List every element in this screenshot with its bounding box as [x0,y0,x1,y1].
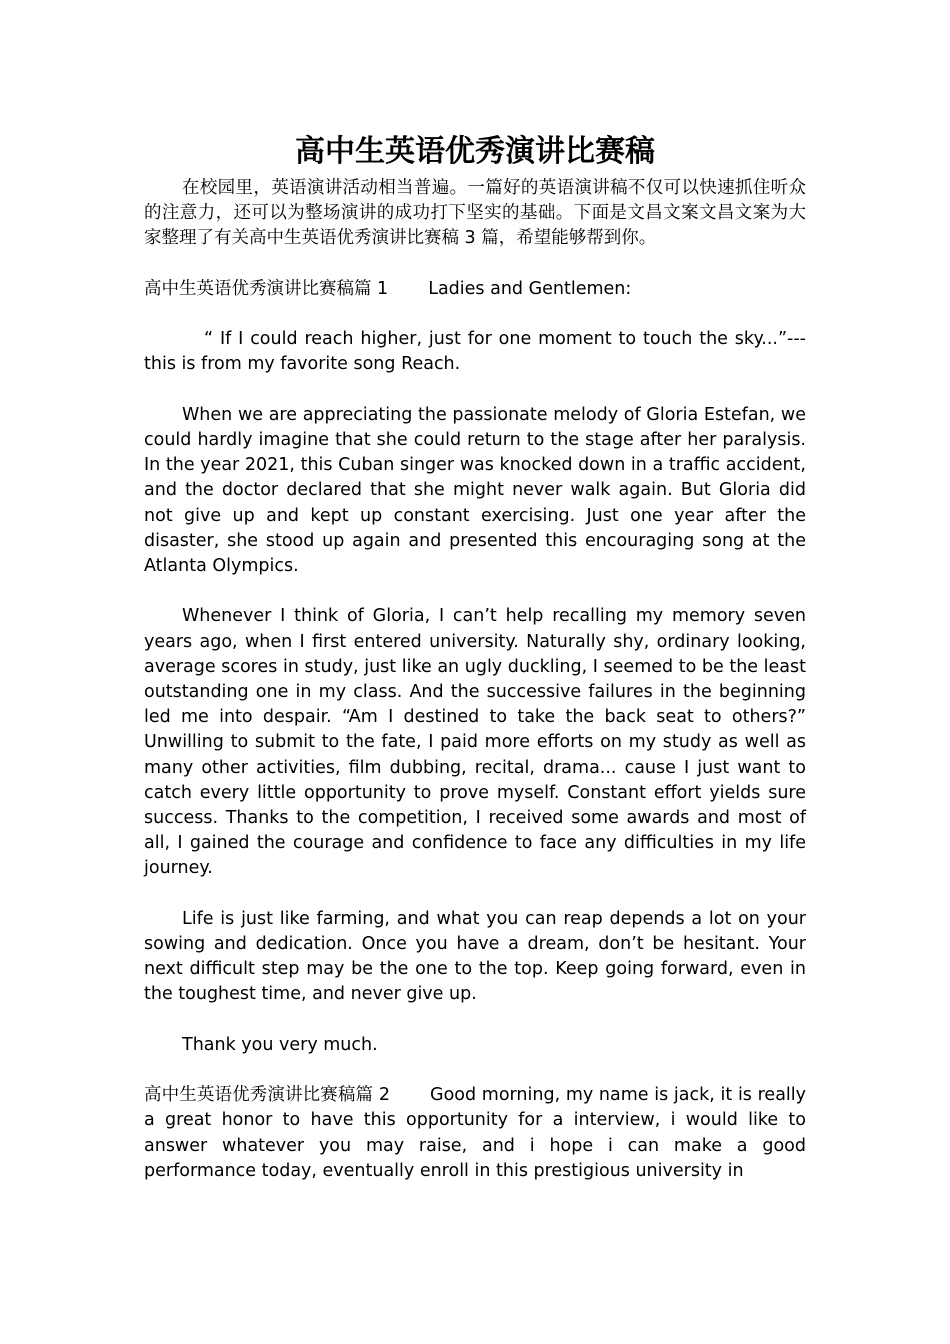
whenever-paragraph: Whenever I think of Gloria, I can’t help recalling my memory seven years ago, when I first entered university. Naturally shy, ordinary looking, average scores in study, just like an ugly duckling, I seemed to be the least outstanding one in my class. And the successive failures in the beginning led me into despair. “Am I destined to take the back seat to others?” Unwilling to submit to the fate, I paid more efforts on my study as well as many other activities, film dubbing, recital, drama... cause I just want to catch every little opportunity to prove myself. Constant effort yields sure success. Thanks to the competition, I received some awards and most of all, I gained the courage and confidence to face any difficulties in my life journey. [144,606,806,879]
life-paragraph: Life is just like farming, and what you can reap depends a lot on your sowing and dedication. Once you have a dream, don’t be hesitant. Your next difficult step may be the one to the top. Keep going forward, even in the toughest time, and never give up. [144,908,806,1005]
paragraph-gap [144,1058,806,1083]
section-1-heading: 高中生英语优秀演讲比赛稿篇 1 [144,278,389,299]
paragraph-gap [144,579,806,604]
quote-paragraph: “ If I could reach higher, just for one moment to touch the sky...”---this is from my favorite song Reach. [144,329,806,375]
paragraph-gap [144,252,806,277]
document-page [144,128,806,1184]
paragraph-gap [144,378,806,403]
thanks-paragraph: Thank you very much. [182,1034,378,1055]
intro-paragraph: 在校园里，英语演讲活动相当普遍。一篇好的英语演讲稿不仅可以快速抓住听众的注意力，还可以为整场演讲的成功打下坚实的基础。下面是文昌文案文昌文案为大家整理了有关高中生英语优秀演讲比赛稿 3 篇，希望能够帮到你。 [144,178,806,249]
paragraph-gap [144,882,806,907]
section-2-heading: 高中生英语优秀演讲比赛稿篇 2 [144,1085,391,1106]
paragraph-gap [144,302,806,327]
gloria-paragraph: When we are appreciating the passionate melody of Gloria Estefan, we could hardly imagine that she could return to the stage after her paralysis. In the year 2021, this Cuban singer was knocked down in a traffic accident, and the doctor declared that she might never walk again. But Gloria did not give up and kept up constant exercising. Just one year after the disaster, she stood up again and presented this encouraging song at the Atlanta Olympics. [144,404,806,576]
section-2-paragraph [144,1083,806,1184]
section-1-line [144,277,806,302]
paragraph-gap [144,1008,806,1033]
document-title: 高中生英语优秀演讲比赛稿 [295,134,655,169]
section-2-text: Good morning, my name is jack, it is really a great honor to have this opportunity for a interview, i would like to answer whatever you may raise, and i hope i can make a good performance today, eventually enroll in this prestigious university in [144,1085,806,1181]
section-1-greeting: Ladies and Gentlemen: [428,278,632,299]
